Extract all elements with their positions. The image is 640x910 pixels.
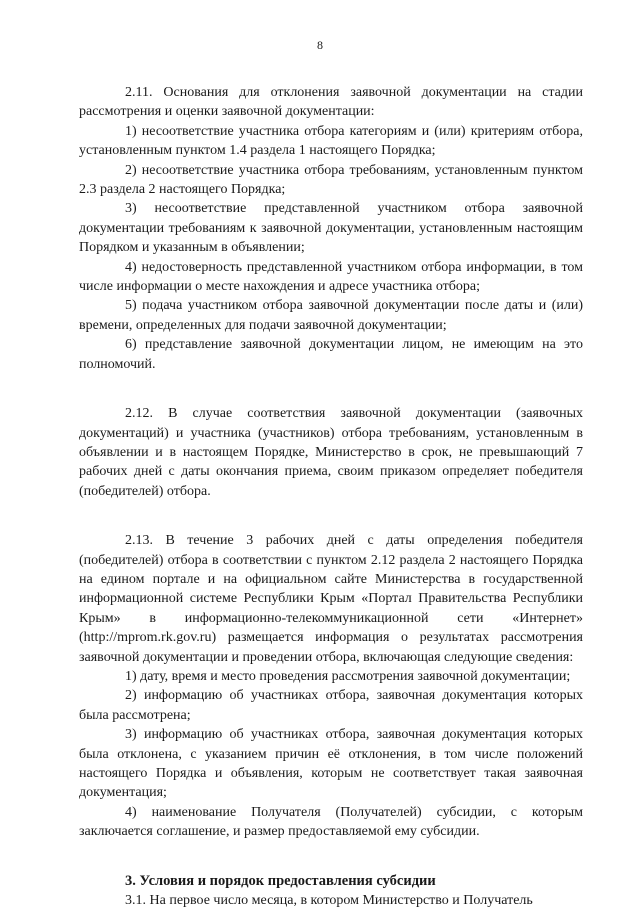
- section-2-11-item-6: 6) представление заявочной документации лицом, не имеющим на это полномочий.: [79, 337, 583, 372]
- document-body: [79, 83, 583, 910]
- section-2-13-item-4: 4) наименование Получателя (Получателей) субсидии, с которым заключается соглашение, и размер предоставляемой ему субсидии.: [79, 804, 583, 840]
- section-2-11-item-1: 1) несоответствие участника отбора категориям и (или) критериям отбора, установленным пунктом 1.4 раздела 1 настоящего Порядка;: [79, 123, 583, 159]
- section-2-13-item-3: 3) информацию об участниках отбора, заявочная документация которых была отклонена, с указанием причин её отклонения, в том числе положений настоящего Порядка и объявления, которым не соответствует такая заявочная документация;: [79, 727, 583, 801]
- section-3-1-first-line: 3.1. На первое число месяца, в котором Министерство и Получатель: [125, 893, 533, 909]
- section-2-11-item-4: 4) недостоверность представленной участником отбора информации, в том числе информации о месте нахождения и адресе участника отбора;: [79, 259, 583, 295]
- section-2-13: [79, 531, 583, 842]
- section-2-11-item-2: 2) несоответствие участника отбора требованиям, установленным пунктом 2.3 раздела 2 настоящего Порядка;: [79, 162, 583, 198]
- section-3-heading: 3. Условия и порядок предоставления субсидии: [125, 872, 436, 889]
- section-2-12: [79, 404, 583, 501]
- section-2-13-intro: 2.13. В течение 3 рабочих дней с даты определения победителя (победителей) отбора в соответствии с пунктом 2.12 раздела 2 настоящего Порядка на едином портале и на официальном сайте Министерства в государственной информационной системе Республики Крым «Портал Правительства Республики Крым» в информационно-телекоммуникационной сети «Интернет» (http://mprom.rk.gov.ru) размещается информация о результатах рассмотрения заявочной документации и проведении отбора, включающая следующие сведения:: [79, 533, 583, 665]
- section-2-13-item-2: 2) информацию об участниках отбора, заявочная документация которых была рассмотрена;: [79, 688, 583, 723]
- section-2-13-item-1: 1) дату, время и место проведения рассмотрения заявочной документации;: [125, 668, 571, 684]
- section-2-11-intro: 2.11. Основания для отклонения заявочной документации на стадии рассмотрения и оценки заявочной документации:: [79, 85, 583, 120]
- section-2-11-item-3: 3) несоответствие представленной участником отбора заявочной документации требованиям к заявочной документации, установленным настоящим Порядком и указанным в объявлении;: [79, 201, 583, 256]
- section-2-12-text: 2.12. В случае соответствия заявочной документации (заявочных документаций) и участника (участников) отбора требованиям, установленным в объявлении и в настоящем Порядке, Министерство в срок, не превышающий 7 рабочих дней с даты окончания приема, своим приказом определяет победителя (победителей) отбора.: [79, 406, 583, 499]
- section-2-11-item-5: 5) подача участником отбора заявочной документации после даты и (или) времени, определенных для подачи заявочной документации;: [79, 298, 583, 333]
- section-2-11: [79, 83, 583, 374]
- page-number: 8: [317, 38, 323, 52]
